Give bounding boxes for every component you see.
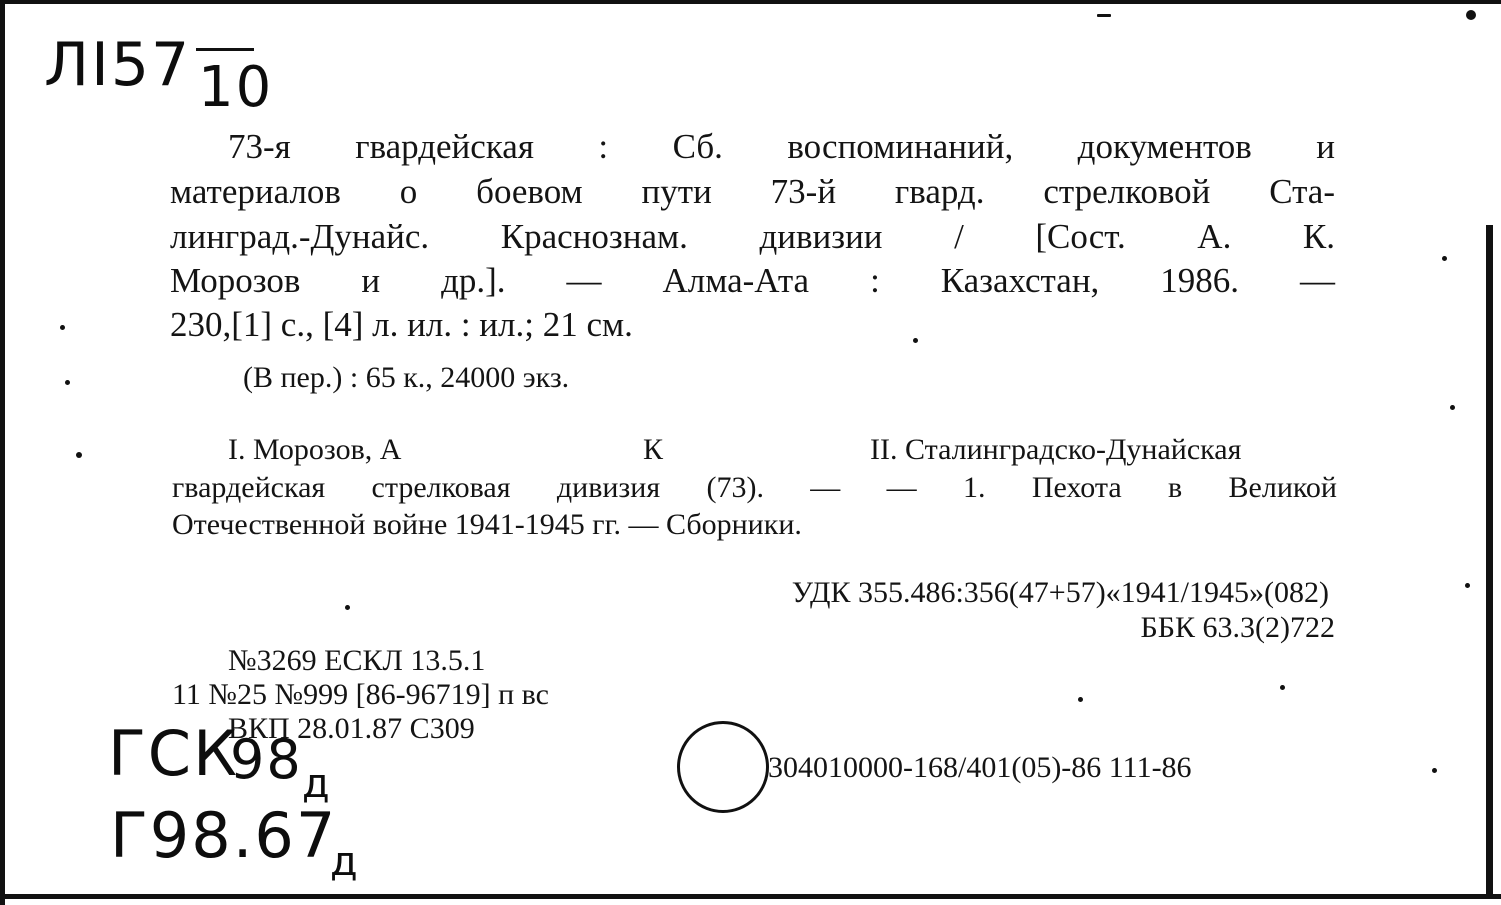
handwritten-code-1-number: 98	[230, 728, 303, 791]
handwritten-overline	[196, 48, 254, 51]
udk-code: УДК 355.486:356(47+57)«1941/1945»(082)	[791, 576, 1329, 609]
entry-line-4: Морозов и др.]. — Алма-Ата : Казахстан, 1986. —	[170, 261, 1335, 300]
speck	[1078, 697, 1083, 702]
speck	[1280, 685, 1285, 690]
speck	[60, 325, 65, 330]
card-border-left	[0, 0, 5, 905]
card-border-bottom	[0, 894, 1501, 899]
speck	[76, 452, 82, 458]
entry-line-5: 230,[1] с., [4] л. ил. : ил.; 21 см.	[170, 305, 633, 344]
speck	[1432, 768, 1437, 773]
handwritten-code-1-suffix: д	[302, 761, 332, 807]
speck	[1465, 583, 1470, 588]
price-line: (В пер.) : 65 к., 24000 экз.	[243, 361, 570, 394]
stamp-circle	[677, 721, 769, 813]
catalog-number: 304010000-168/401(05)-86 111-86	[768, 751, 1192, 784]
handwritten-code-2: Г98.67	[110, 799, 338, 872]
handwritten-code-1: ГСК	[108, 717, 240, 790]
speck	[345, 605, 350, 610]
tracing-division: II. Сталинградско-Дунайская	[870, 433, 1242, 466]
entry-line-3: линград.-Дунайс. Краснознам. дивизии / [Сост. А. К.	[170, 217, 1335, 256]
handwritten-fraction: 10	[198, 55, 274, 120]
bbk-code: ББК 63.3(2)722	[1140, 611, 1335, 644]
speck	[1442, 256, 1447, 261]
registration-line-2: 11 №25 №999 [86-96719] п вс	[172, 678, 549, 711]
tracing-author-initial: К	[643, 433, 664, 466]
speck	[1466, 10, 1476, 20]
speck	[1450, 405, 1455, 410]
tracing-line-3: Отечественной войне 1941-1945 гг. — Сборники.	[172, 508, 802, 541]
handwritten-code-2-suffix: д	[330, 839, 360, 885]
speck	[65, 380, 70, 385]
entry-line-2: материалов о боевом пути 73-й гвард. стрелковой Ста-	[170, 172, 1335, 211]
entry-line-1: 73-я гвардейская : Сб. воспоминаний, документов и	[228, 127, 1335, 166]
card-border-top	[0, 0, 1501, 4]
registration-line-1: №3269 ЕСКЛ 13.5.1	[228, 644, 486, 677]
card-border-right	[1486, 225, 1493, 897]
speck	[913, 338, 918, 343]
handwritten-shelf-number: ЛI57	[44, 30, 192, 100]
registration-line-3: ВКП 28.01.87 С309	[228, 712, 475, 745]
speck	[1097, 14, 1111, 17]
tracing-author: I. Морозов, А	[228, 433, 402, 466]
tracing-line-2: гвардейская стрелковая дивизия (73). — — 1. Пехота в Великой	[172, 471, 1337, 504]
